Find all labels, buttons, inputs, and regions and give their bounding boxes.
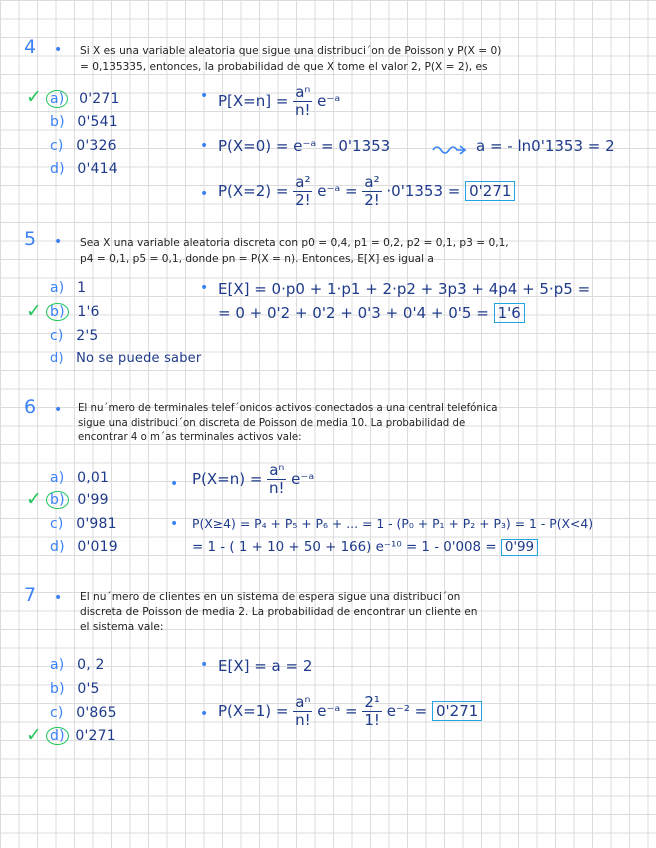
- q5-option-b-value: 1'6: [77, 304, 100, 320]
- exponential: e⁻ᵃ =: [317, 702, 358, 720]
- exponential: e⁻ᵃ: [291, 470, 315, 488]
- factor: ·0'1353 =: [386, 182, 461, 200]
- q7-work-line-1: E[X] = a = 2: [218, 657, 313, 675]
- squiggle-arrow-icon: [432, 140, 468, 156]
- question-4-text-line-2: = 0,135335, entonces, la probabilidad de que X tome el valor 2, P(X = 2), es: [80, 61, 488, 73]
- denominator: n!: [269, 479, 285, 497]
- fraction: [293, 174, 312, 209]
- q6-answer-box: 0'99: [501, 539, 538, 556]
- q5-work-line-1: E[X] = 0·p0 + 1·p1 + 2·p2 + 3p3 + 4p4 + 5·p5 =: [218, 280, 591, 298]
- q4-work-line-1: [218, 84, 340, 119]
- bullet: •: [54, 234, 63, 250]
- q4-work-line-2b: a = - ln0'1353 = 2: [476, 137, 615, 155]
- denominator: 2!: [295, 191, 311, 209]
- q4-option-c-value: 0'326: [76, 138, 117, 154]
- q7-option-b-value: 0'5: [77, 681, 100, 697]
- q4-formula-left: P[X=n] =: [218, 92, 289, 110]
- q6-option-d: [50, 539, 118, 555]
- q7-work-line-2: [218, 694, 482, 729]
- q4-option-b-value: 0'541: [77, 114, 118, 130]
- question-6-text-line-1: El nu´mero de terminales telef´onicos activos conectados a una central telefónica: [78, 403, 498, 414]
- q6-work-line-3: [192, 540, 538, 555]
- fraction: [362, 694, 382, 729]
- check-icon: ✓: [26, 724, 42, 746]
- question-4-text-line-1: Si X es una variable aleatoria que sigue una distribuci´on de Poisson y P(X = 0): [80, 45, 502, 57]
- numerator: a²: [364, 173, 380, 191]
- bullet: •: [54, 402, 63, 418]
- q4-option-d-letter: d): [50, 161, 65, 177]
- numerator: 2¹: [364, 693, 380, 711]
- check-icon: ✓: [26, 488, 42, 510]
- q5-option-d-letter: d): [50, 351, 64, 366]
- q7-option-b-letter: b): [50, 681, 65, 697]
- numerator: aⁿ: [295, 83, 311, 101]
- denominator: 2!: [364, 191, 380, 209]
- question-5-number: 5: [24, 228, 37, 250]
- q7-option-a-letter: a): [50, 657, 65, 673]
- q6-option-a-value: 0,01: [77, 470, 110, 486]
- q5-option-d-value: No se puede saber: [76, 351, 202, 366]
- q6-work-line-1: [192, 462, 314, 497]
- exponential: e⁻ᵃ =: [317, 182, 358, 200]
- question-7-text-line-3: el sistema vale:: [80, 621, 164, 633]
- q5-option-c-value: 2'5: [76, 328, 99, 344]
- q6-option-a-letter: a): [50, 470, 65, 486]
- q6-formula-left: P(X=n) =: [192, 470, 263, 488]
- q4-answer-box: 0'271: [465, 181, 515, 201]
- exponential: e⁻² =: [386, 702, 428, 720]
- q6-option-c-letter: c): [50, 516, 64, 532]
- question-4-number: 4: [24, 36, 37, 58]
- q4-work-line-3: [218, 174, 515, 209]
- q6-option-b: [46, 492, 109, 508]
- numerator: aⁿ: [269, 461, 285, 479]
- q7-option-c-letter: c): [50, 705, 64, 721]
- q4-option-c-letter: c): [50, 138, 64, 154]
- q4-option-a-value: 0'271: [79, 91, 120, 107]
- q7-option-d-letter: d): [46, 727, 69, 745]
- q5-sum: = 0 + 0'2 + 0'2 + 0'3 + 0'4 + 0'5 =: [218, 304, 489, 322]
- bullet: •: [54, 590, 63, 606]
- denominator: 1!: [364, 711, 380, 729]
- bullet: •: [200, 186, 209, 202]
- q6-option-c-value: 0'981: [76, 516, 117, 532]
- bullet: •: [200, 706, 209, 722]
- q7-option-d: [46, 728, 116, 744]
- q4-option-b-letter: b): [50, 114, 65, 130]
- question-6-number: 6: [24, 396, 37, 418]
- q5-option-a: [50, 280, 86, 296]
- question-5-text-line-2: p4 = 0,1, p5 = 0,1, donde pn = P(X = n). Entonces, E[X] es igual a: [80, 253, 434, 265]
- q5-option-a-value: 1: [77, 280, 87, 296]
- fraction: [362, 174, 381, 209]
- check-icon: ✓: [26, 86, 42, 108]
- q6-evaluation: = 1 - ( 1 + 10 + 50 + 166) e⁻¹⁰ = 1 - 0'008 =: [192, 540, 497, 555]
- denominator: n!: [295, 101, 311, 119]
- q7-answer-box: 0'271: [432, 701, 482, 721]
- q5-option-c-letter: c): [50, 328, 64, 344]
- bullet: •: [54, 42, 63, 58]
- check-icon: ✓: [26, 300, 42, 322]
- question-5-text-line-1: Sea X una variable aleatoria discreta con p0 = 0,4, p1 = 0,2, p2 = 0,1, p3 = 0,1,: [80, 237, 509, 249]
- q6-option-b-value: 0'99: [77, 492, 109, 508]
- q6-work-line-2: P(X≥4) = P₄ + P₅ + P₆ + ... = 1 - (P₀ + P₁ + P₂ + P₃) = 1 - P(X<4): [192, 516, 594, 531]
- q4-option-b: [50, 114, 118, 130]
- q5-option-b-letter: b): [46, 303, 69, 321]
- question-7-number: 7: [24, 584, 37, 606]
- q6-option-d-value: 0'019: [77, 539, 118, 555]
- q5-answer-box: 1'6: [494, 303, 525, 323]
- q4-work-line-2: P(X=0) = e⁻ᵃ = 0'1353: [218, 137, 391, 155]
- q4-fraction: [293, 84, 312, 119]
- q4-option-d: [50, 161, 118, 177]
- q7-option-c-value: 0'865: [76, 705, 117, 721]
- q5-option-c: [50, 328, 98, 344]
- q4-option-d-value: 0'414: [77, 161, 118, 177]
- bullet: •: [200, 280, 209, 296]
- bullet: •: [200, 138, 209, 154]
- q5-option-b: [46, 304, 100, 320]
- q4-option-c: [50, 138, 117, 154]
- q4-p2-left: P(X=2) =: [218, 182, 289, 200]
- question-7-text-line-1: El nu´mero de clientes en un sistema de espera sigue una distribuci´on: [80, 591, 461, 603]
- q7-option-b: [50, 681, 100, 697]
- q7-option-d-value: 0'271: [75, 728, 116, 744]
- denominator: n!: [295, 711, 311, 729]
- bullet: •: [200, 88, 209, 104]
- bullet: •: [170, 516, 179, 532]
- q4-option-a-letter: a): [46, 90, 68, 108]
- bullet: •: [200, 657, 209, 673]
- q4-option-a: [46, 91, 120, 107]
- bullet: •: [170, 476, 179, 492]
- numerator: aⁿ: [295, 693, 311, 711]
- q5-work-line-2: [218, 304, 525, 322]
- q7-option-a: [50, 657, 105, 673]
- numerator: a²: [295, 173, 311, 191]
- fraction: [267, 462, 286, 497]
- q6-option-b-letter: b): [46, 491, 69, 509]
- q7-option-a-value: 0, 2: [77, 657, 105, 673]
- q7-option-c: [50, 705, 117, 721]
- question-6-text-line-2: sigue una distribuci´on discreta de Poisson de media 10. La probabilidad de: [78, 418, 466, 429]
- question-6-text-line-3: encontrar 4 o m´as terminales activos vale:: [78, 432, 302, 443]
- q7-p1-left: P(X=1) =: [218, 702, 289, 720]
- exponential: e⁻ᵃ: [317, 92, 341, 110]
- q6-option-c: [50, 516, 117, 532]
- q5-option-a-letter: a): [50, 280, 65, 296]
- question-7-text-line-2: discreta de Poisson de media 2. La probabilidad de encontrar un cliente en: [80, 606, 478, 618]
- q6-option-d-letter: d): [50, 539, 65, 555]
- q6-option-a: [50, 470, 109, 486]
- q5-option-d: [50, 351, 201, 366]
- fraction: [293, 694, 312, 729]
